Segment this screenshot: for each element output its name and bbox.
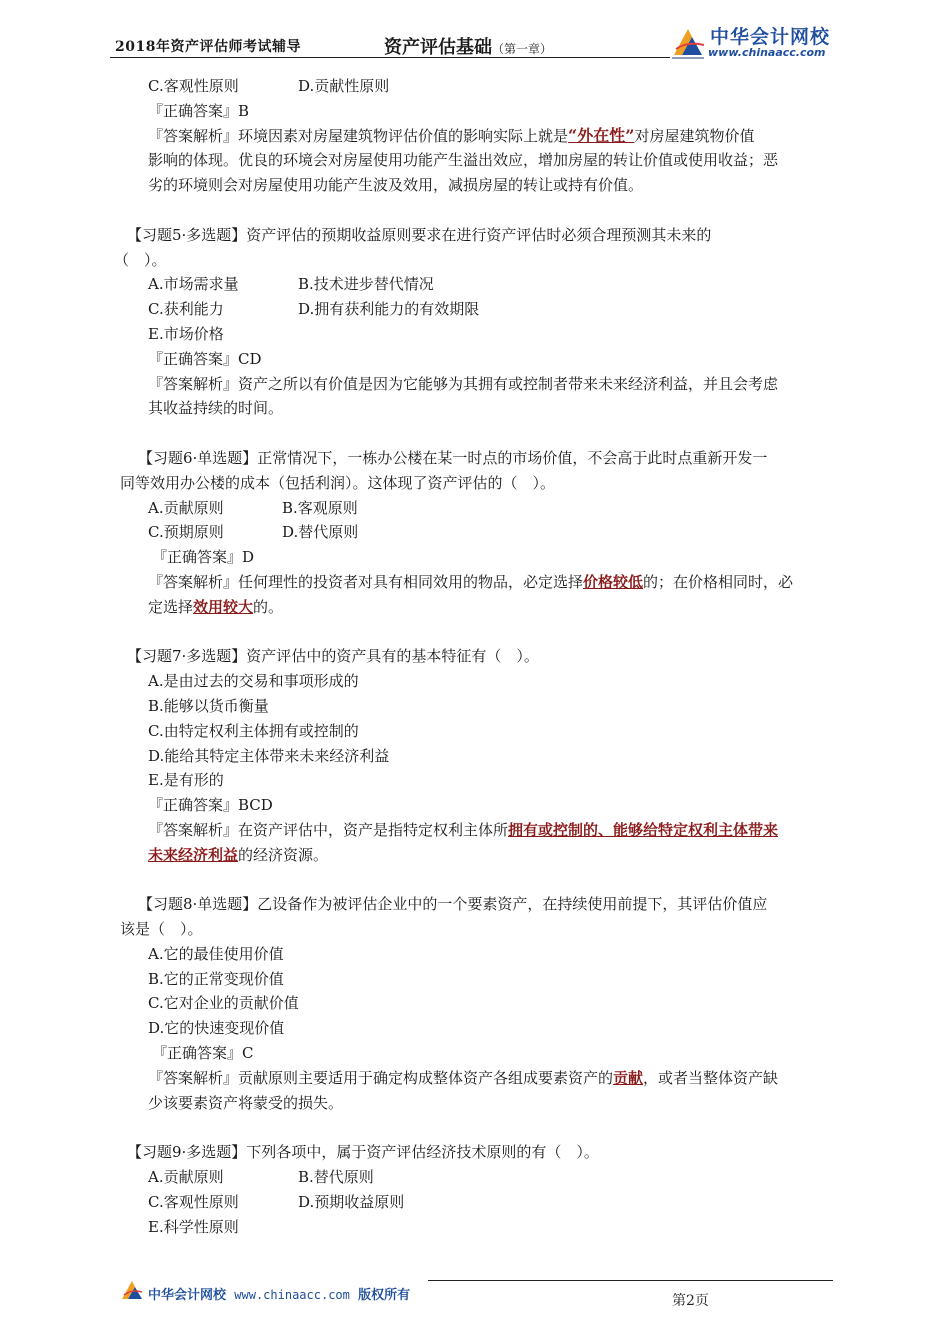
option-e: E.科学性原则: [148, 1217, 239, 1236]
footer-logo-icon: [120, 1279, 144, 1301]
option-e: E.是有形的: [148, 771, 224, 790]
document-body: [114, 74, 838, 1239]
option-a: A.市场需求量: [148, 275, 239, 294]
analysis-text: ，或者当整体资产缺: [643, 1068, 779, 1087]
logo-mark-icon: [670, 25, 706, 59]
option-c: C.获利能力: [148, 300, 224, 319]
highlight-keyword: 效用较大: [193, 597, 254, 616]
logo-url: www.chinaacc.com: [708, 46, 826, 59]
option-a: A.它的最佳使用价值: [148, 944, 284, 963]
question-stem: 【习题9·多选题】下列各项中，属于资产评估经济技术原则的有（ ）。: [127, 1143, 599, 1162]
analysis-line: 影响的体现。优良的环境会对房屋使用功能产生溢出效应，增加房屋的转让价值或使用收益；恶: [148, 151, 779, 170]
option-d: D.拥有获利能力的有效期限: [298, 300, 480, 319]
option-c: C.预期原则: [148, 523, 224, 542]
correct-answer: 『正确答案』BCD: [148, 796, 273, 815]
question-stem: 【习题5·多选题】资产评估的预期收益原则要求在进行资产评估时必须合理预测其未来的: [127, 225, 712, 244]
subject-name: 资产评估基础: [384, 37, 492, 58]
analysis-line: 『答案解析』资产之所以有价值是因为它能够为其拥有或控制者带来未来经济利益，并且会考虑: [148, 374, 779, 393]
question-stem: 同等效用办公楼的成本（包括利润）。这体现了资产评估的（ ）。: [120, 473, 556, 492]
page-header: [110, 22, 845, 62]
analysis-text: 『答案解析』贡献原则主要适用于确定构成整体资产各组成要素资产的: [148, 1068, 614, 1087]
footer-rule: [428, 1280, 833, 1281]
header-course-title: 2018年资产评估师考试辅导: [115, 39, 301, 55]
analysis-line: 劣的环境则会对房屋使用功能产生波及效用，减损房屋的转让或持有价值。: [148, 176, 644, 195]
analysis-line: [120, 595, 838, 620]
analysis-text: 『答案解析』任何理性的投资者对具有相同效用的物品，必定选择: [148, 572, 584, 591]
highlight-keyword: 未来经济利益: [148, 845, 239, 864]
footer-brand: 中华会计网校: [148, 1288, 227, 1303]
option-row: [120, 297, 838, 322]
option-b: B.替代原则: [298, 1168, 374, 1187]
option-row: [120, 520, 838, 545]
analysis-line: [120, 570, 838, 595]
analysis-line: [120, 843, 838, 868]
option-a: A.贡献原则: [148, 498, 224, 517]
analysis-text: 的；在价格相同时，必: [643, 572, 794, 591]
option-b: B.它的正常变现价值: [148, 969, 284, 988]
option-b: B.技术进步替代情况: [298, 275, 434, 294]
option-e: E.市场价格: [148, 324, 224, 343]
option-d: D.它的快速变现价值: [148, 1019, 285, 1038]
header-subject-title: [384, 33, 552, 59]
option-row: [120, 1165, 838, 1190]
highlight-keyword: “外在性”: [568, 125, 635, 145]
option-d: D.能给其特定主体带来未来经济利益: [148, 746, 390, 765]
highlight-keyword: 价格较低: [583, 572, 644, 591]
question-stem: （ ）。: [114, 250, 167, 269]
analysis-text: 『答案解析』环境因素对房屋建筑物评估价值的影响实际上就是: [148, 126, 569, 145]
analysis-line: [120, 124, 838, 149]
header-rule: [110, 57, 670, 58]
logo-name: 中华会计网校: [710, 26, 831, 48]
school-logo: [670, 22, 845, 62]
option-d: D.替代原则: [282, 523, 359, 542]
option-b: B.能够以货币衡量: [148, 696, 269, 715]
correct-answer: 『正确答案』D: [152, 548, 255, 567]
analysis-line: 少该要素资产将蒙受的损失。: [148, 1093, 344, 1112]
correct-answer: 『正确答案』B: [148, 101, 250, 120]
analysis-text: 对房屋建筑物价值: [634, 126, 755, 145]
footer-copyright: [148, 1284, 410, 1303]
analysis-line: 其收益持续的时间。: [148, 399, 284, 418]
page-footer: [110, 1270, 845, 1310]
option-d: D.预期收益原则: [298, 1192, 405, 1211]
analysis-text: 『答案解析』在资产评估中，资产是指特定权利主体所: [148, 820, 509, 839]
analysis-line: [120, 818, 838, 843]
correct-answer: 『正确答案』CD: [148, 349, 262, 368]
option-c: C.它对企业的贡献价值: [148, 994, 299, 1013]
page-number: 第2页: [672, 1293, 709, 1309]
option-c: C.客观性原则: [148, 77, 239, 95]
option-a: A.是由过去的交易和事项形成的: [148, 672, 359, 691]
option-d: D.贡献性原则: [298, 77, 390, 95]
option-b: B.客观原则: [282, 498, 358, 517]
option-c: C.客观性原则: [148, 1192, 239, 1211]
analysis-text: 的经济资源。: [238, 845, 329, 864]
option-row: [120, 272, 838, 297]
highlight-keyword: 拥有或控制的、能够给特定权利主体带来: [508, 820, 779, 839]
question-stem: 【习题6·单选题】正常情况下，一栋办公楼在某一时点的市场价值，不会高于此时点重新开发一: [138, 448, 768, 467]
chapter-label: （第一章）: [492, 42, 553, 56]
option-a: A.贡献原则: [148, 1168, 224, 1187]
question-stem: 【习题7·多选题】资产评估中的资产具有的基本特征有（ ）。: [127, 647, 539, 666]
footer-url: www.chinaacc.com: [234, 1288, 350, 1302]
analysis-text: 定选择: [148, 597, 194, 616]
question-stem: 该是（ ）。: [120, 920, 203, 939]
option-row: [120, 496, 838, 521]
option-row: [120, 1190, 838, 1215]
question-stem: 【习题8·单选题】乙设备作为被评估企业中的一个要素资产，在持续使用前提下，其评估价值应: [138, 895, 768, 914]
analysis-line: [120, 1066, 838, 1091]
footer-rights: 版权所有: [358, 1288, 411, 1303]
option-row: [120, 74, 838, 99]
highlight-keyword: 贡献: [613, 1068, 644, 1087]
analysis-text: 的。: [253, 597, 284, 616]
option-c: C.由特定权利主体拥有或控制的: [148, 721, 359, 740]
correct-answer: 『正确答案』C: [152, 1044, 254, 1063]
